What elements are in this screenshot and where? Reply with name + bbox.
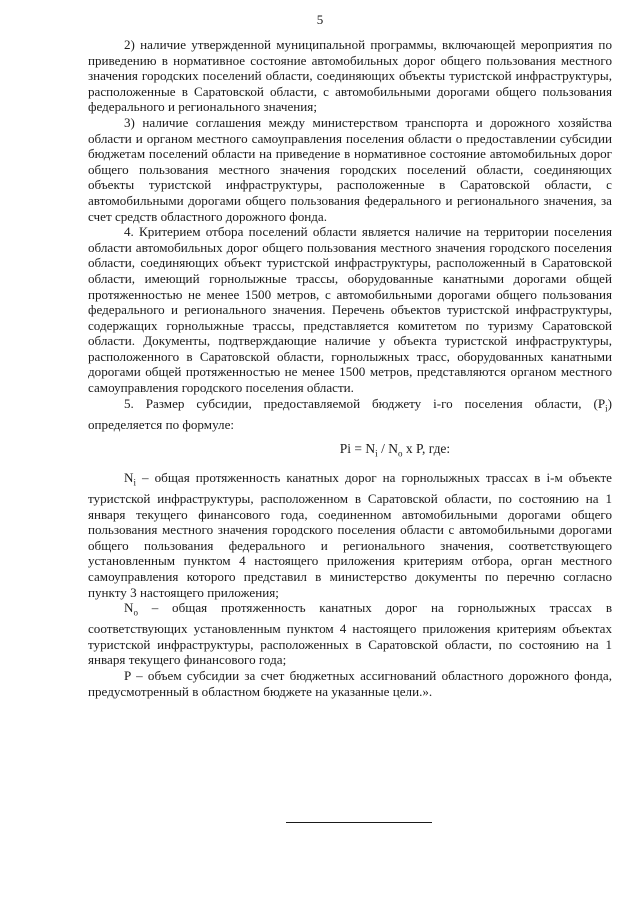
formula-lhs: Pi = N xyxy=(339,441,376,457)
subsidy-formula xyxy=(88,441,612,462)
definition-ni xyxy=(88,470,612,600)
document-body xyxy=(88,37,612,699)
definition-no xyxy=(88,600,612,668)
page-number: 5 xyxy=(316,12,324,27)
paragraph-item-3: 3) наличие соглашения между министерством транспорта и дорожного хозяйства области и органом местного самоуправления поселения области о предоставлении субсидии бюджетам поселений области на приведение в нормативное состояние автомобильных дорог общего пользования местного значения городских поселений области, соединяющих объекты туристской инфраструктуры, расположенные в Саратовской области, с автомобильными дорогами общего пользования федерального и регионального значения, за счет средств областного дорожного фонда. xyxy=(88,114,612,224)
no-symbol: N xyxy=(124,600,134,616)
paragraph-5-subscript: i xyxy=(605,403,608,414)
formula-sub-o: o xyxy=(397,449,403,460)
definition-p: P – объем субсидии за счет бюджетных ассигнований областного дорожного фонда, предусмотренный в областном бюджете на указанные цели.». xyxy=(88,668,612,699)
ni-subscript: i xyxy=(133,477,136,488)
end-of-document-rule xyxy=(286,822,432,823)
paragraph-item-2: 2) наличие утвержденной муниципальной программы, включающей мероприятия по приведению в нормативное состояние автомобильных дорог общего пользования местного значения городских поселений области, соединяющих объекты туристской инфраструктуры, расположенные в Саратовской области, с автомобильными дорогами общего пользования федерального и регионального значения; xyxy=(88,37,612,115)
paragraph-5-intro: 5. Размер субсидии, предоставляемой бюджету i-го поселения области, (P xyxy=(124,395,606,411)
no-subscript: o xyxy=(133,607,138,618)
ni-symbol: N xyxy=(124,469,134,485)
ni-text: – общая протяженность канатных дорог на горнолыжных трассах в i-м объекте туристской инфраструктуры, расположенном в Саратовской области, по состоянию на 1 января текущего финансового года, соединенном автомобильными дорогами общего пользования местного значения городского поселения области с автомобильными дорогами общего пользования федерального и регионального значения, соответствующего установленным пунктом 4 настоящего приложения критериям отбора, орган местного самоуправления которого представил в министерство документы по перечню согласно пункту 3 настоящего приложения; xyxy=(88,469,612,600)
paragraph-item-4: 4. Критерием отбора поселений области является наличие на территории поселения области автомобильных дорог общего пользования местного значения городского поселения области, соединяющих объект туристской инфраструктуры, расположенный в Саратовской области, имеющий горнолыжные трассы, оборудованные канатными дорогами общей протяженностью не менее 1500 метров, с автомобильными дорогами общего пользования федерального и регионального значения. Перечень объектов туристской инфраструктуры, содержащих горнолыжные трассы, представляется комитетом по туризму Саратовской области. Документы, подтверждающие наличие у объекта туристской инфраструктуры, расположенного в Саратовской области, горнолыжных трасс, оборудованных канатными дорогами общей протяженностью не менее 1500 метров, представляются органом местного самоуправления городского поселения области. xyxy=(88,224,612,396)
formula-sub-i: i xyxy=(375,449,378,460)
formula-rhs: x P, где: xyxy=(402,441,451,457)
formula-mid: / N xyxy=(377,441,398,457)
paragraph-item-5 xyxy=(88,396,612,433)
no-text: – общая протяженность канатных дорог на горнолыжных трассах в соответствующих установленным пунктом 4 настоящего приложения критериям объектах туристской инфраструктуры, расположенных в Саратовской области, по состоянию на 1 января текущего финансового года; xyxy=(88,600,612,668)
paragraph-5-end: ) определяется по формуле: xyxy=(88,395,612,432)
